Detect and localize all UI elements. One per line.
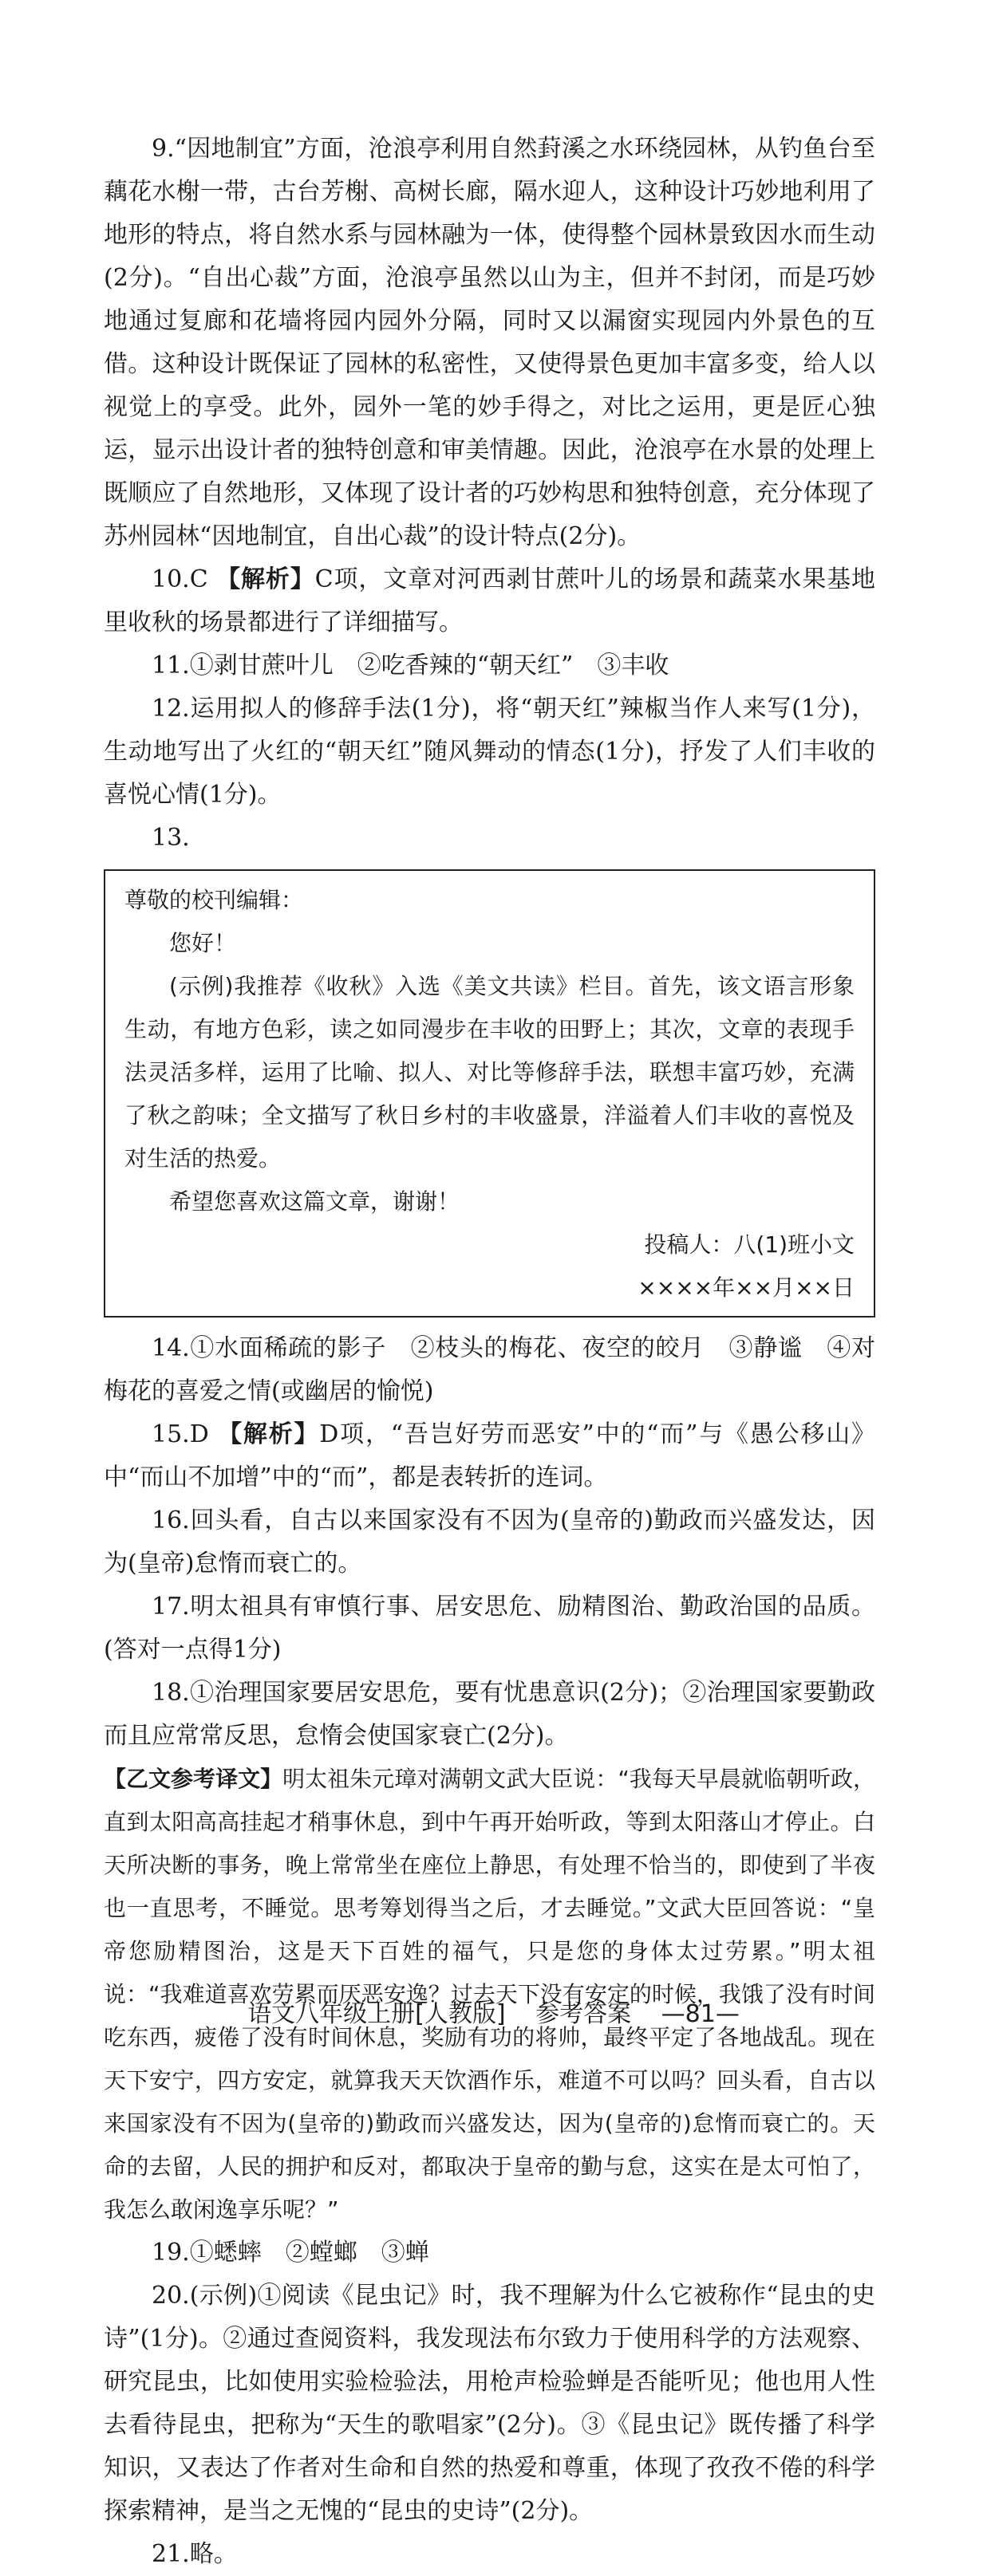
letter-date: ××××年××月××日 xyxy=(638,1274,855,1301)
answer-15-prefix: 15.D xyxy=(152,1420,209,1448)
letter-hello: 您好！ xyxy=(169,930,237,956)
answer-17: 17.明太祖具有审慎行事、居安思危、励精图治、勤政治国的品质。(答对一点得1分) xyxy=(104,1593,875,1664)
footer-section: 参考答案 xyxy=(535,2000,632,2028)
translation-text: 明太祖朱元璋对满朝文武大臣说：“我每天早晨就临朝听政，直到太阳高高挂起才稍事休息，到中午再开始听政，等到太阳落山才停止。白天所决断的事务，晚上常常坐在座位上静思，有处理不恰当的，即使到了半夜也一直思考，不睡觉。思考筹划得当之后，才去睡觉。”文武大臣回答说：“皇帝您励精图治，这是天下百姓的福气，只是您的身体太过劳累。”明太祖说：“我难道喜欢劳累而厌恶安逸？过去天下没有安定的时候，我饿了没有时间吃东西，疲倦了没有时间休息，奖励有功的将帅，最终平定了各地战乱。现在天下安宁，四方安定，就算我天天饮酒作乐，难道不可以吗？回头看，自古以来国家没有不因为(皇帝的)勤政而兴盛发达，因为(皇帝的)怠惰而衰亡的。天命的去留，人民的拥护和反对，都取决于皇帝的勤与怠，这实在是太可怕了，我怎么敢闲逸享乐呢？” xyxy=(104,1766,875,2223)
analysis-tag: 【解析】 xyxy=(216,565,315,593)
footer-page-number: —81— xyxy=(661,2000,740,2028)
answer-11: 11.①剥甘蔗叶儿 ②吃香辣的“朝天红” ③丰收 xyxy=(152,652,669,679)
answer-9: 9.“因地制宜”方面，沧浪亭利用自然葑溪之水环绕园林，从钓鱼台至藕花水榭一带，古台芳榭、高树长廊，隔水迎人，这种设计巧妙地利用了地形的特点，将自然水系与园林融为一体，使得整个园林景致因水而生动(2分)。“自出心裁”方面，沧浪亭虽然以山为主，但并不封闭，而是巧妙地通过复廊和花墙将园内园外分隔，同时又以漏窗实现园内外景色的互借。这种设计既保证了园林的私密性，又使得景色更加丰富多变，给人以视觉上的享受。此外，园外一笔的妙手得之，对比之运用，更是匠心独运，显示出设计者的独特创意和审美情趣。因此，沧浪亭在水景的处理上既顺应了自然地形，又体现了设计者的巧妙构思和独特创意，充分体现了苏州园林“因地制宜，自出心裁”的设计特点(2分)。 xyxy=(104,135,875,550)
answer-18: 18.①治理国家要居安思危，要有忧患意识(2分)；②治理国家要勤政而且应常常反思，怠惰会使国家衰亡(2分)。 xyxy=(104,1679,875,1750)
answer-21: 21.略。 xyxy=(152,2540,238,2568)
letter-greeting: 尊敬的校刊编辑： xyxy=(124,887,304,913)
letter-closing: 希望您喜欢这篇文章，谢谢！ xyxy=(169,1188,460,1215)
answer-10 xyxy=(104,558,875,644)
letter-body: (示例)我推荐《收秋》入选《美文共读》栏目。首先，该文语言形象生动，有地方色彩，读之如同漫步在丰收的田野上；其次，文章的表现手法灵活多样，运用了比喻、拟人、对比等修辞手法，联想丰富巧妙，充满了秋之韵味；全文描写了秋日乡村的丰收盛景，洋溢着人们丰收的喜悦及对生活的热爱。 xyxy=(124,973,855,1172)
analysis-tag: 【解析】 xyxy=(218,1420,320,1448)
recommendation-letter xyxy=(104,869,875,1318)
answer-19: 19.①蟋蟀 ②螳螂 ③蝉 xyxy=(152,2239,429,2267)
answer-20: 20.(示例)①阅读《昆虫记》时，我不理解为什么它被称作“昆虫的史诗”(1分)。②通过查阅资料，我发现法布尔致力于使用科学的方法观察、研究昆虫，比如使用实验检验法，用枪声检验蝉是否能听见；他也用人性去看待昆虫，把称为“天生的歌唱家”(2分)。③《昆虫记》既传播了科学知识，又表达了作者对生命和自然的热爱和尊重，体现了孜孜不倦的科学探索精神，是当之无愧的“昆虫的史诗”(2分)。 xyxy=(104,2282,875,2525)
answer-14: 14.①水面稀疏的影子 ②枝头的梅花、夜空的皎月 ③静谧 ④对梅花的喜爱之情(或幽居的愉悦) xyxy=(104,1334,875,1405)
answer-16: 16.回头看，自古以来国家没有不因为(皇帝的)勤政而兴盛发达，因为(皇帝)怠惰而衰亡的。 xyxy=(104,1507,875,1578)
answer-10-prefix: 10.C xyxy=(152,565,208,593)
answer-12: 12.运用拟人的修辞手法(1分)，将“朝天红”辣椒当作人来写(1分)，生动地写出了火红的“朝天红”随风舞动的情态(1分)，抒发了人们丰收的喜悦心情(1分)。 xyxy=(104,695,875,809)
answer-13: 13. xyxy=(152,824,190,852)
footer-subject: 语文八年级上册[人教版] xyxy=(247,2000,506,2028)
answer-15-text: D项，“吾岂好劳而恶安”中的“而”与《愚公移山》中“而山不加增”中的“而”，都是表转折的连词。 xyxy=(104,1420,875,1491)
answer-10-text: C项，文章对河西剥甘蔗叶儿的场景和蔬菜水果基地里收秋的场景都进行了详细描写。 xyxy=(104,565,875,636)
page-footer xyxy=(0,1994,987,2029)
answer-15 xyxy=(104,1413,875,1499)
translation-tag: 【乙文参考译文】 xyxy=(104,1766,283,1792)
letter-signature: 投稿人：八(1)班小文 xyxy=(644,1231,855,1258)
